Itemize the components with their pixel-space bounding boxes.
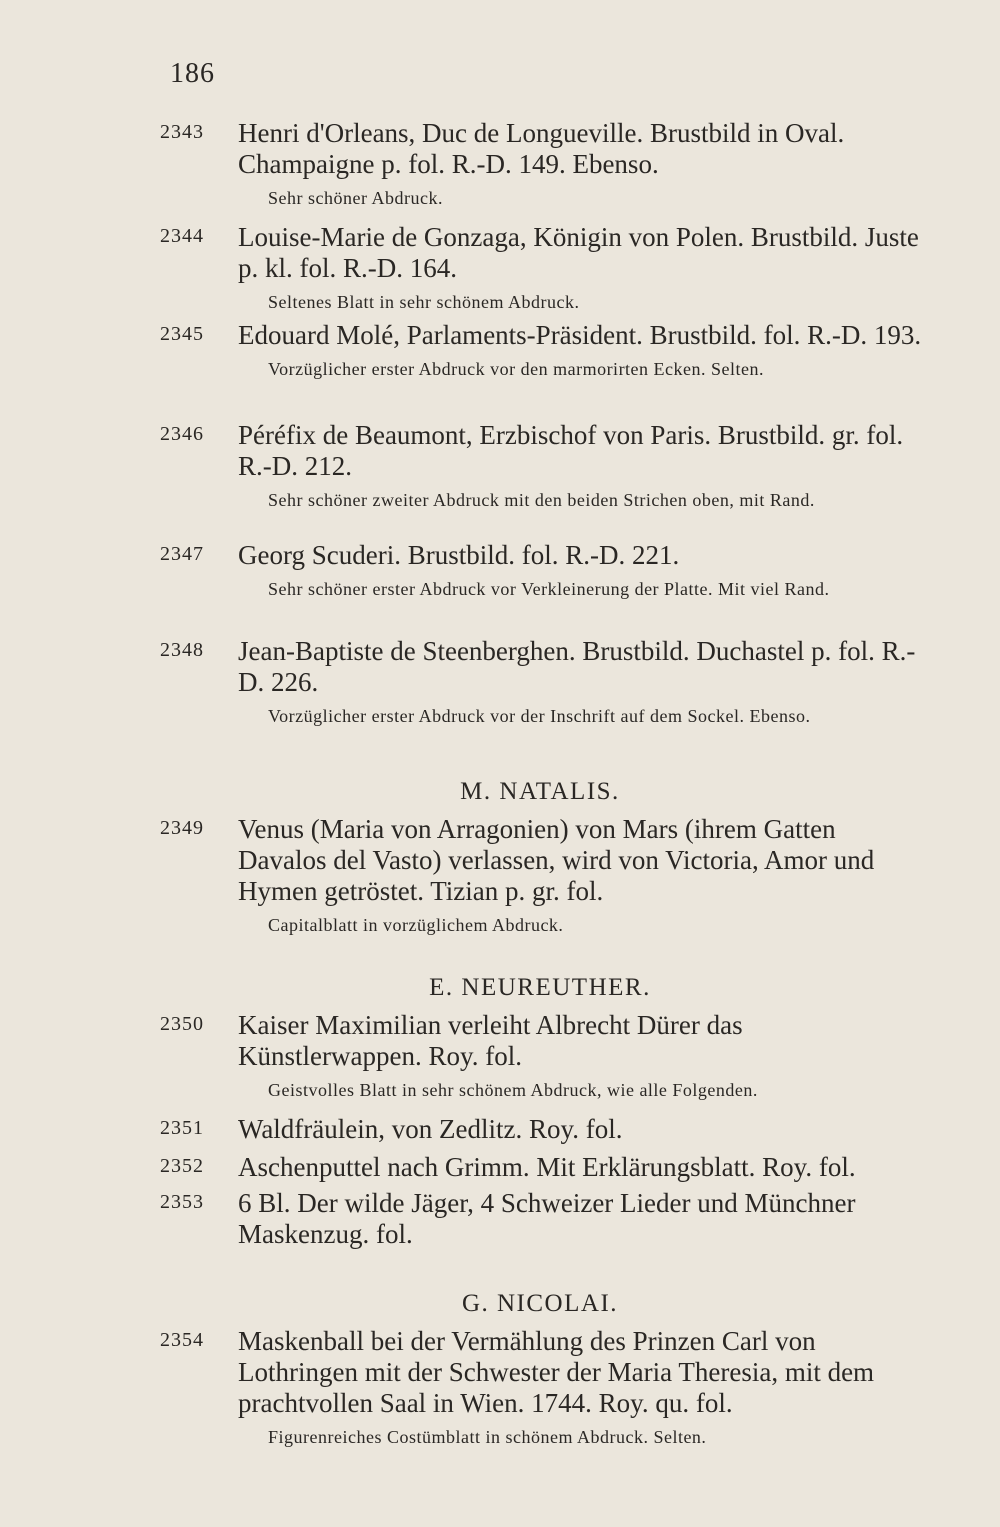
- catalog-entry: [160, 1114, 930, 1145]
- entry-text: Edouard Molé, Parlaments-Präsident. Brustbild. fol. R.-D. 193.: [238, 320, 922, 350]
- entry-text: Péréfix de Beaumont, Erzbischof von Paris. Brustbild. gr. fol. R.-D. 212.: [238, 420, 904, 481]
- entry-text: 6 Bl. Der wilde Jäger, 4 Schweizer Lieder und Münchner Maskenzug. fol.: [238, 1188, 856, 1249]
- catalog-entry: [160, 320, 930, 381]
- entry-note: Seltenes Blatt in sehr schönem Abdruck.: [268, 292, 580, 312]
- entry-text: Jean-Baptiste de Steenberghen. Brustbild. Duchastel p. fol. R.-D. 226.: [238, 636, 916, 697]
- entry-number: 2351: [160, 1117, 204, 1139]
- entry-number: 2343: [160, 121, 204, 143]
- entry-note: Figurenreiches Costümblatt in schönem Abdruck. Selten.: [268, 1427, 707, 1447]
- entry-number: 2350: [160, 1013, 204, 1035]
- entry-text: Waldfräulein, von Zedlitz. Roy. fol.: [238, 1114, 623, 1144]
- catalog-entry: [160, 1326, 930, 1449]
- catalog-entry: [160, 540, 930, 601]
- entry-note: Geistvolles Blatt in sehr schönem Abdruck, wie alle Folgenden.: [268, 1080, 758, 1100]
- entry-number: 2353: [160, 1191, 204, 1213]
- entry-number: 2347: [160, 543, 204, 565]
- catalog-entry: [160, 636, 930, 728]
- section-heading: M. NATALIS.: [460, 778, 620, 805]
- catalog-entry: [160, 1188, 930, 1250]
- entry-note: Vorzüglicher erster Abdruck vor der Inschrift auf dem Sockel. Ebenso.: [268, 706, 811, 726]
- entry-note: Vorzüglicher erster Abdruck vor den marmorirten Ecken. Selten.: [268, 359, 765, 379]
- entry-note: Sehr schöner erster Abdruck vor Verkleinerung der Platte. Mit viel Rand.: [268, 579, 830, 599]
- entry-text: Aschenputtel nach Grimm. Mit Erklärungsblatt. Roy. fol.: [238, 1152, 856, 1182]
- entry-text: Kaiser Maximilian verleiht Albrecht Dürer das Künstlerwappen. Roy. fol.: [238, 1010, 743, 1071]
- entry-number: 2354: [160, 1329, 204, 1351]
- catalog-entry: [160, 118, 930, 210]
- entry-note: Sehr schöner Abdruck.: [268, 188, 443, 208]
- catalog-entry: [160, 222, 930, 314]
- section-heading: E. NEUREUTHER.: [429, 974, 651, 1001]
- entry-note: Sehr schöner zweiter Abdruck mit den beiden Strichen oben, mit Rand.: [268, 490, 815, 510]
- entry-text: Henri d'Orleans, Duc de Longueville. Brustbild in Oval. Champaigne p. fol. R.-D. 149. Ebenso.: [238, 118, 845, 179]
- section-heading: G. NICOLAI.: [461, 1290, 619, 1317]
- entry-text: Georg Scuderi. Brustbild. fol. R.-D. 221.: [238, 540, 680, 570]
- entry-text: Louise-Marie de Gonzaga, Königin von Polen. Brustbild. Juste p. kl. fol. R.-D. 164.: [238, 222, 919, 283]
- entry-number: 2344: [160, 225, 204, 247]
- catalog-entry: [160, 1152, 930, 1183]
- catalog-entry: [160, 1010, 930, 1102]
- entry-text: Maskenball bei der Vermählung des Prinzen Carl von Lothringen mit der Schwester der Maria Theresia, mit dem prachtvollen Saal in Wien. 1744. Roy. qu. fol.: [238, 1326, 875, 1418]
- catalog-entry: [160, 420, 930, 512]
- entry-text: Venus (Maria von Arragonien) von Mars (ihrem Gatten Davalos del Vasto) verlassen, wird von Victoria, Amor und Hymen getröstet. Tizian p. gr. fol.: [238, 814, 875, 906]
- page-number: 186: [170, 58, 215, 89]
- entry-number: 2345: [160, 323, 204, 345]
- catalog-entry: [160, 814, 930, 937]
- entry-number: 2348: [160, 639, 204, 661]
- entry-number: 2352: [160, 1155, 204, 1177]
- entry-number: 2349: [160, 817, 204, 839]
- entry-number: 2346: [160, 423, 204, 445]
- entry-note: Capitalblatt in vorzüglichem Abdruck.: [268, 915, 564, 935]
